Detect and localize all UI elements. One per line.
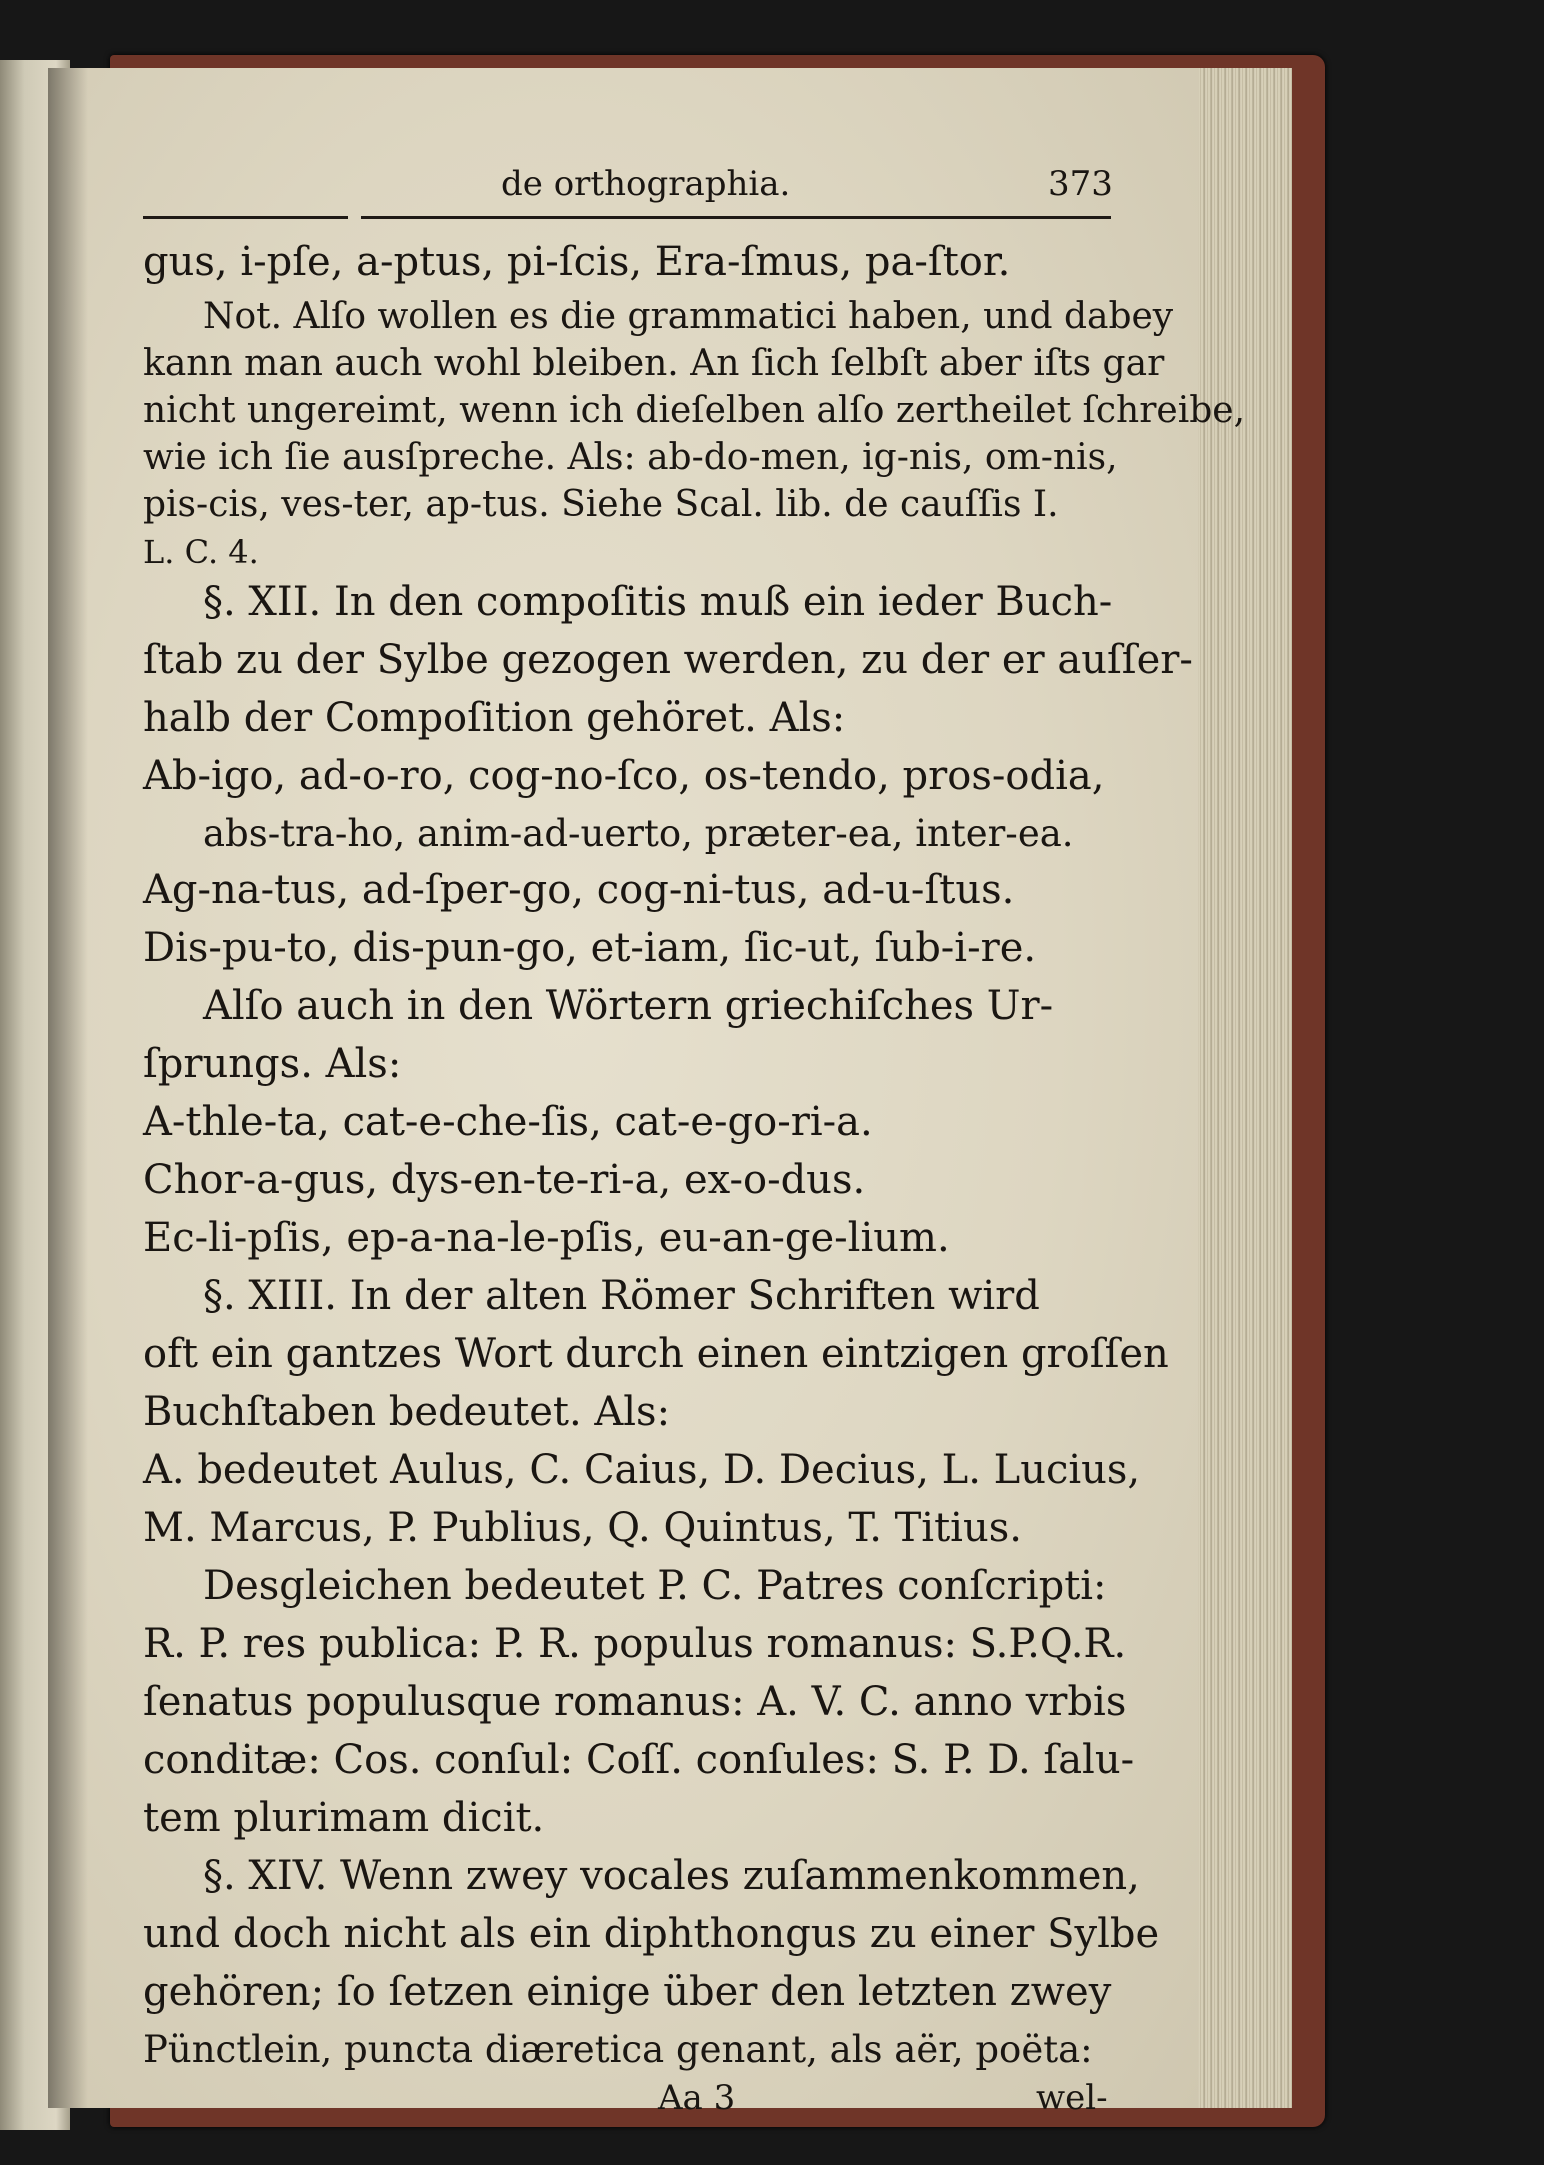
section-heading-xiii: §. XIII. In der alten Römer Schriften wird bbox=[203, 1273, 1040, 1319]
page-content bbox=[143, 68, 1246, 2118]
text-line: nicht ungereimt, wenn ich dieſelben alſo zertheilet ſchreibe, bbox=[143, 390, 1246, 431]
text-line: A-thle-ta, cat-e-che-ſis, cat-e-go-ri-a. bbox=[143, 1099, 873, 1145]
head-rule-right bbox=[361, 216, 1111, 219]
text-line: Dis-pu-to, dis-pun-go, et-iam, ſic-ut, ſub-i-re. bbox=[143, 925, 1037, 971]
running-head: de orthographia. bbox=[501, 164, 791, 204]
signature-mark: Aa 3 bbox=[658, 2078, 736, 2118]
text-line: A. bedeutet Aulus, C. Caius, D. Decius, L. Lucius, bbox=[143, 1447, 1141, 1493]
text-line: oft ein gantzes Wort durch einen eintzigen groſſen bbox=[143, 1331, 1169, 1377]
text-line: abs-tra-ho, anim-ad-uerto, præter-ea, inter-ea. bbox=[203, 812, 1074, 855]
head-rule-left bbox=[143, 216, 348, 219]
text-line: und doch nicht als ein diphthongus zu einer Sylbe bbox=[143, 1911, 1160, 1957]
text-line: gehören; ſo ſetzen einige über den letzten zwey bbox=[143, 1969, 1112, 2015]
text-line: Not. Alſo wollen es die grammatici haben, und dabey bbox=[203, 296, 1174, 337]
text-line: Desgleichen bedeutet P. C. Patres conſcripti: bbox=[203, 1563, 1107, 1609]
text-line: ſenatus populusque romanus: A. V. C. anno vrbis bbox=[143, 1679, 1127, 1725]
text-line: gus, i-pſe, a-ptus, pi-ſcis, Era-ſmus, pa-ſtor. bbox=[143, 239, 1011, 285]
text-line: Chor-a-gus, dys-en-te-ri-a, ex-o-dus. bbox=[143, 1157, 866, 1203]
book-page bbox=[48, 68, 1246, 2118]
text-line: pis-cis, ves-ter, ap-tus. Siehe Scal. lib. de cauſſis I. bbox=[143, 484, 1059, 525]
text-line: ſprungs. Als: bbox=[143, 1041, 402, 1087]
text-line: M. Marcus, P. Publius, Q. Quintus, T. Titius. bbox=[143, 1505, 1022, 1551]
text-line: halb der Compoſition gehöret. Als: bbox=[143, 695, 846, 741]
catchword: wel- bbox=[1036, 2078, 1108, 2118]
text-line: kann man auch wohl bleiben. An ſich ſelbſt aber iſts gar bbox=[143, 343, 1165, 384]
text-line: Ag-na-tus, ad-ſper-go, cog-ni-tus, ad-u-ſtus. bbox=[143, 867, 1015, 913]
text-line: R. P. res publica: P. R. populus romanus: S.P.Q.R. bbox=[143, 1621, 1127, 1667]
text-line: wie ich ſie ausſpreche. Als: ab-do-men, ig-nis, om-nis, bbox=[143, 437, 1118, 478]
section-heading-xiv: §. XIV. Wenn zwey vocales zuſammenkommen, bbox=[203, 1853, 1140, 1899]
section-heading-xii: §. XII. In den compoſitis muß ein ieder Buch- bbox=[203, 579, 1113, 625]
text-line: Ab-igo, ad-o-ro, cog-no-ſco, os-tendo, pros-odia, bbox=[143, 753, 1105, 799]
text-line: Pünctlein, puncta diæretica genant, als aër, poëta: bbox=[143, 2028, 1093, 2071]
text-line: tem plurimam dicit. bbox=[143, 1795, 545, 1841]
text-line: L. C. 4. bbox=[143, 533, 259, 571]
text-line: Alſo auch in den Wörtern griechiſches Ur- bbox=[203, 983, 1054, 1029]
gutter-shadow bbox=[48, 68, 88, 2108]
text-line: Ec-li-pſis, ep-a-na-le-pſis, eu-an-ge-lium. bbox=[143, 1215, 950, 1261]
text-line: conditæ: Cos. conſul: Coſſ. conſules: S. P. D. ſalu- bbox=[143, 1737, 1135, 1783]
page-number: 373 bbox=[1048, 164, 1113, 204]
text-line: ſtab zu der Sylbe gezogen werden, zu der er auſſer- bbox=[143, 637, 1193, 683]
text-line: Buchſtaben bedeutet. Als: bbox=[143, 1389, 671, 1435]
